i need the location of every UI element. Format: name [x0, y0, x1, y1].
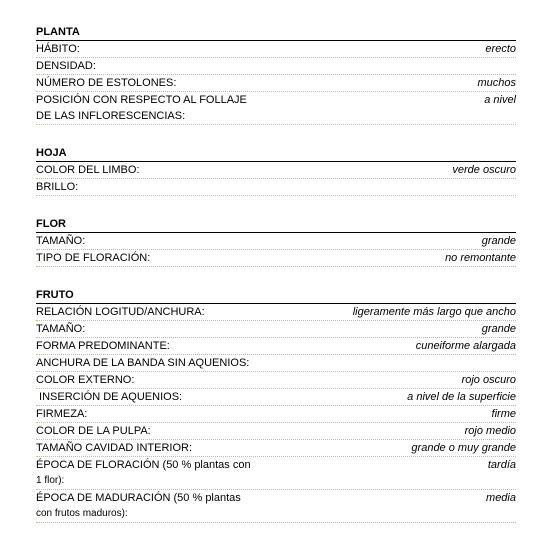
table-row	[36, 355, 516, 372]
row-label	[36, 92, 247, 124]
table-row	[36, 490, 516, 523]
row-value: ligeramente más largo que ancho	[352, 306, 516, 318]
row-label: COLOR DE LA PULPA:	[36, 425, 151, 437]
row-label: COLOR EXTERNO:	[36, 374, 135, 386]
table-row	[36, 92, 516, 125]
table-row	[36, 321, 516, 338]
section-flor	[36, 218, 516, 267]
section-planta	[36, 26, 516, 125]
row-label: TIPO DE FLORACIÓN:	[36, 252, 151, 264]
row-label	[36, 457, 251, 489]
row-value: media	[486, 492, 516, 504]
row-value: grande	[481, 323, 516, 335]
row-label	[36, 490, 241, 522]
row-label: BRILLO:	[36, 181, 79, 193]
table-row	[36, 338, 516, 355]
row-label-line2: DE LAS INFLORESCENCIAS:	[36, 110, 186, 122]
section-title: PLANTA	[36, 26, 516, 41]
row-value: verde oscuro	[452, 164, 516, 176]
table-row	[36, 457, 516, 490]
table-row	[36, 406, 516, 423]
table-row	[36, 423, 516, 440]
row-label: RELACIÓN LOGITUD/ANCHURA:	[36, 306, 205, 318]
table-row	[36, 304, 516, 321]
row-label: TAMAÑO CAVIDAD INTERIOR:	[36, 442, 193, 454]
row-value: rojo medio	[464, 425, 516, 437]
section-fruto	[36, 289, 516, 523]
table-row	[36, 250, 516, 267]
row-label: DENSIDAD:	[36, 60, 96, 72]
section-title: HOJA	[36, 147, 516, 162]
row-value: no remontante	[445, 252, 516, 264]
row-label-line1: POSICIÓN CON RESPECTO AL FOLLAJE	[36, 94, 247, 106]
row-value: erecto	[485, 43, 516, 55]
row-label-line2: 1 flor):	[36, 475, 65, 486]
row-value	[506, 179, 516, 195]
row-value: tardía	[487, 459, 516, 471]
row-value: muchos	[477, 77, 516, 89]
section-hoja	[36, 147, 516, 196]
row-value: a nivel de la superficie	[407, 391, 516, 403]
table-row	[36, 75, 516, 92]
row-label: ANCHURA DE LA BANDA SIN AQUENIOS:	[36, 357, 250, 369]
table-row	[36, 58, 516, 75]
characteristics-sheet	[36, 26, 516, 523]
row-value	[506, 58, 516, 74]
table-row	[36, 162, 516, 179]
row-label-line2: con frutos maduros):	[36, 508, 128, 519]
section-gap	[36, 267, 516, 289]
row-value: rojo oscuro	[461, 374, 516, 386]
row-label: HÁBITO:	[36, 43, 80, 55]
table-row	[36, 389, 516, 406]
row-value: grande	[481, 235, 516, 247]
row-label: TAMAÑO:	[36, 323, 86, 335]
section-title: FRUTO	[36, 289, 516, 304]
table-row	[36, 372, 516, 389]
row-label: INSERCIÓN DE AQUENIOS:	[36, 391, 183, 403]
row-label-line1: ÉPOCA DE FLORACIÓN (50 % plantas con	[36, 459, 251, 471]
section-gap	[36, 125, 516, 147]
section-title: FLOR	[36, 218, 516, 233]
row-label-line1: ÉPOCA DE MADURACIÓN (50 % plantas	[36, 492, 241, 504]
row-label: FIRMEZA:	[36, 408, 88, 420]
row-label: NÚMERO DE ESTOLONES:	[36, 77, 177, 89]
table-row	[36, 233, 516, 250]
row-label: FORMA PREDOMINANTE:	[36, 340, 170, 352]
row-value	[506, 355, 516, 371]
row-value: cuneiforme alargada	[415, 340, 516, 352]
row-value: grande o muy grande	[411, 442, 516, 454]
row-value: a nivel	[484, 94, 516, 106]
row-label: TAMAÑO:	[36, 235, 86, 247]
table-row	[36, 41, 516, 58]
row-value: firme	[491, 408, 516, 420]
table-row	[36, 440, 516, 457]
section-gap	[36, 196, 516, 218]
table-row	[36, 179, 516, 196]
row-label: COLOR DEL LIMBO:	[36, 164, 140, 176]
